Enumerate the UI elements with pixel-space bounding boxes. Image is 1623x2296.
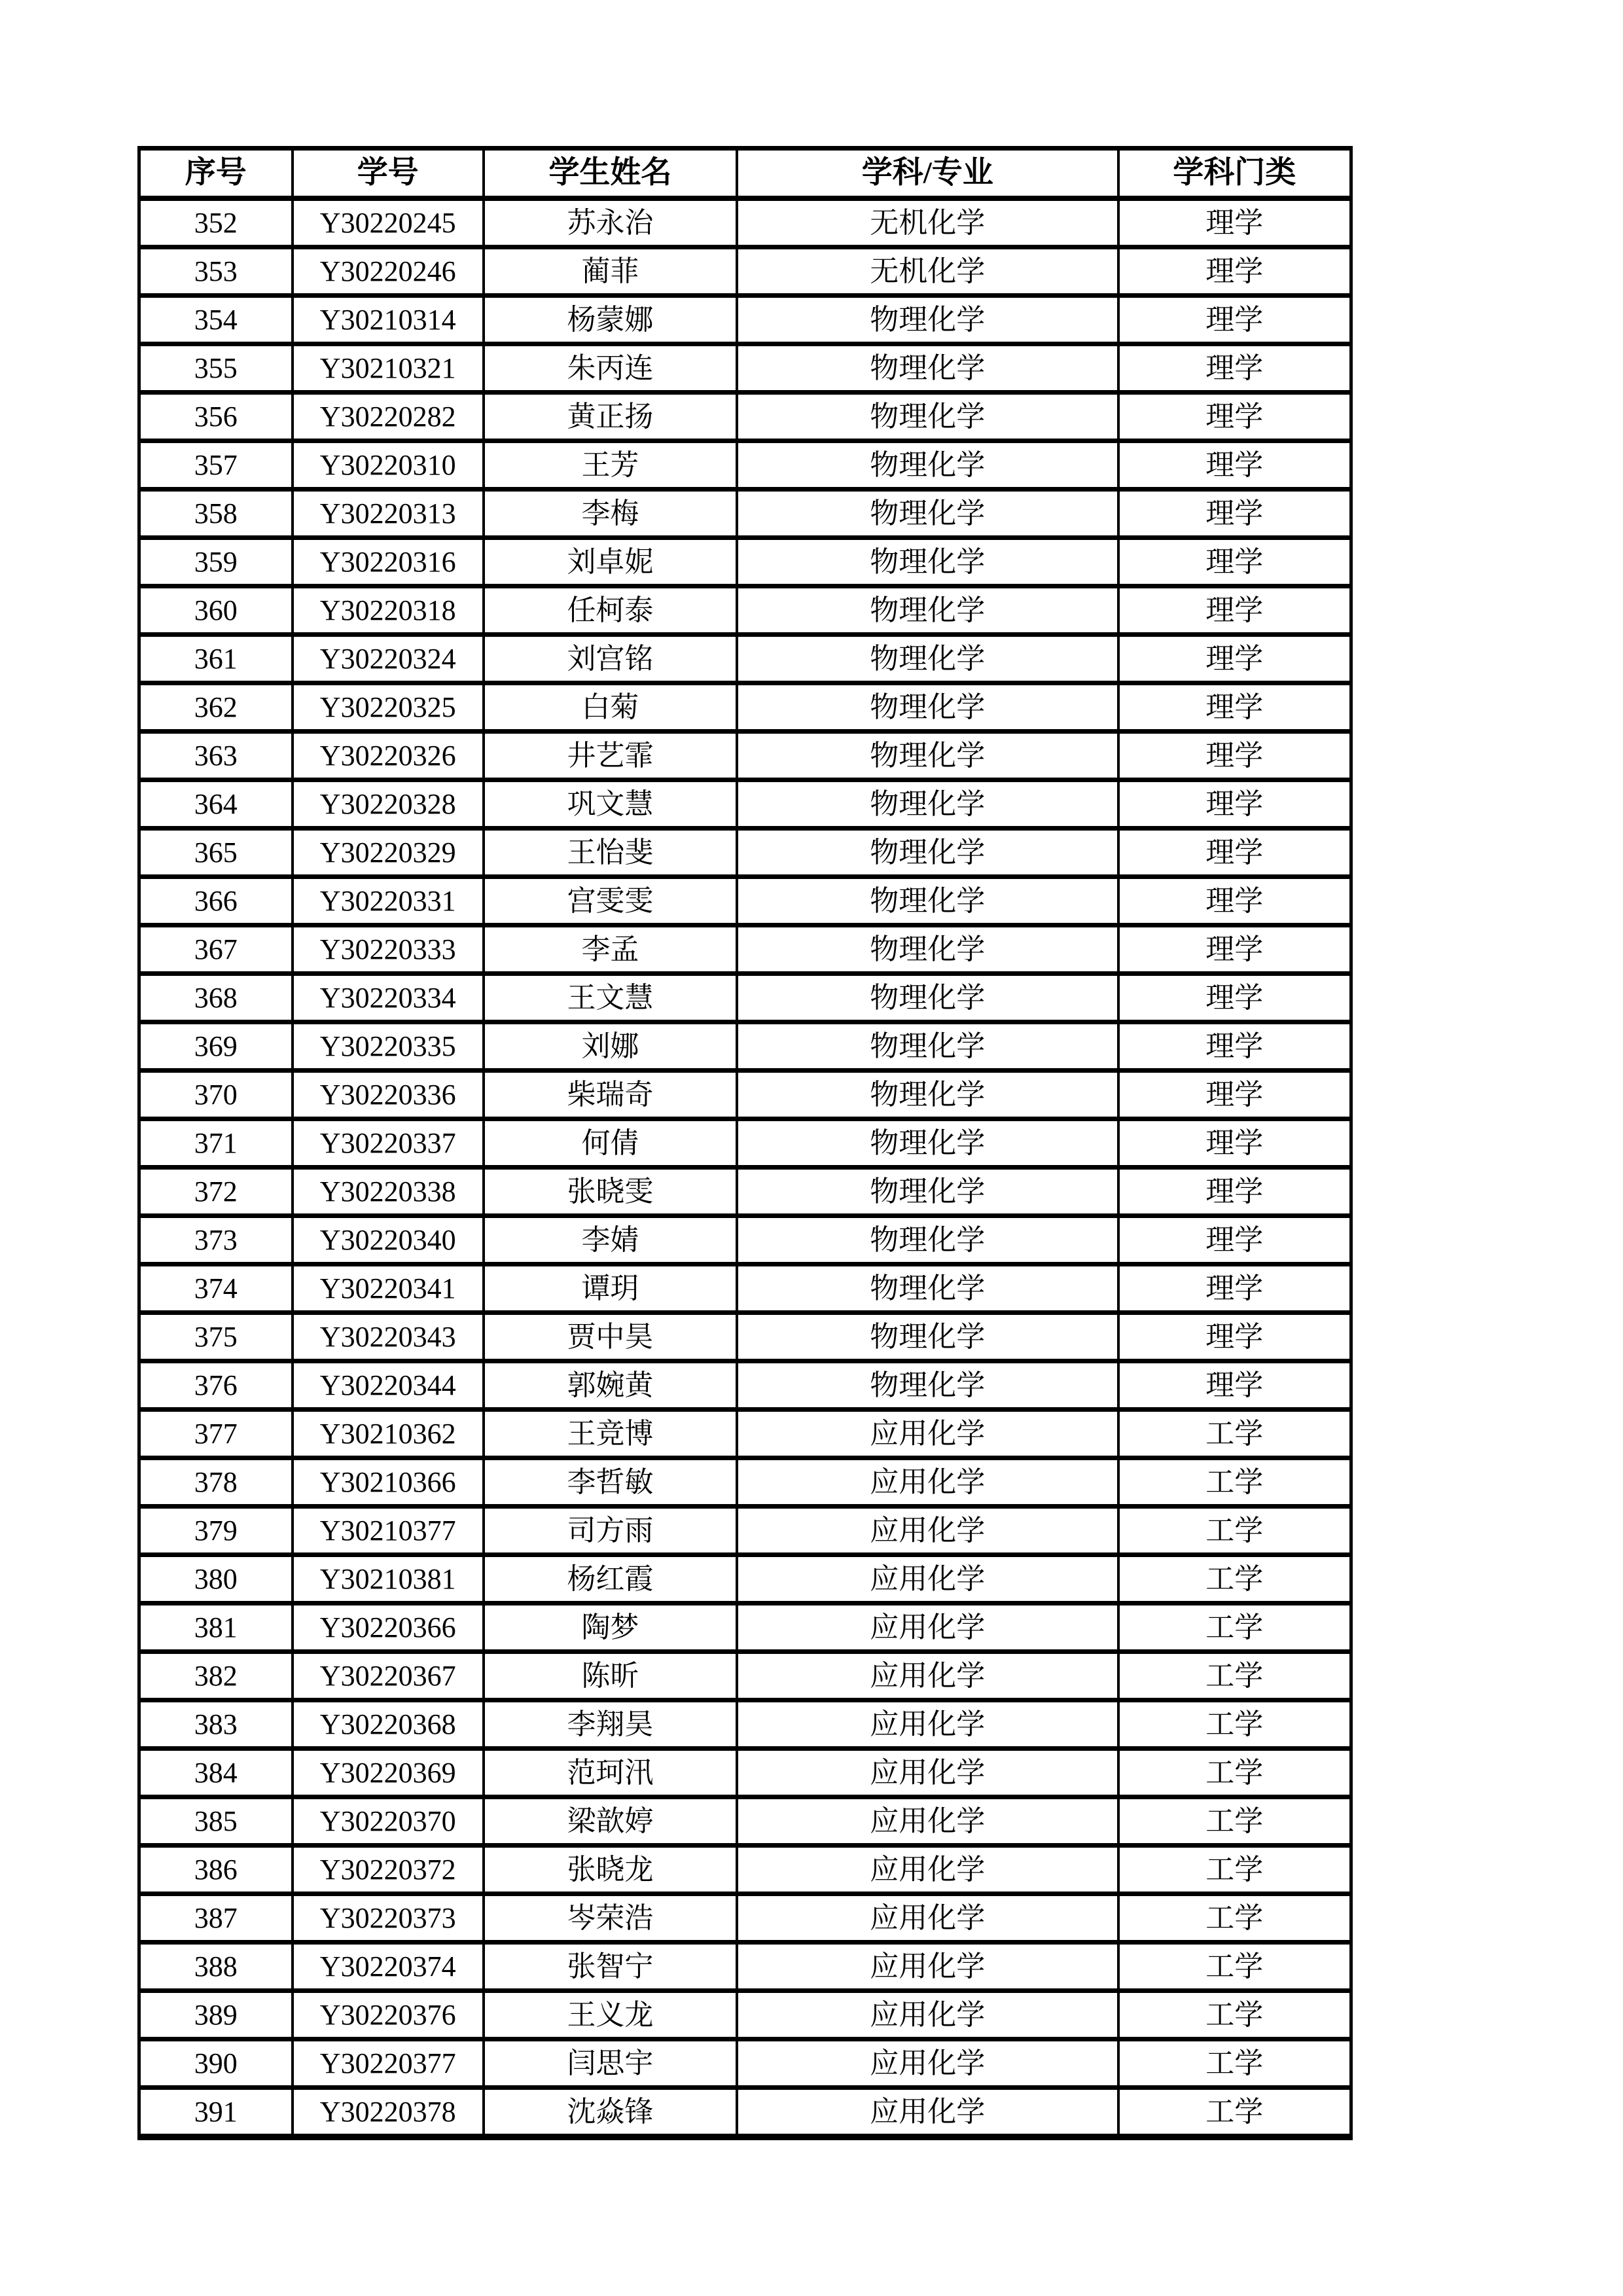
cell-student-id: Y30210377 <box>293 1507 484 1555</box>
cell-name: 张智宁 <box>484 1943 737 1991</box>
cell-major: 物理化学 <box>737 1168 1118 1216</box>
table-row <box>139 1168 1351 1216</box>
cell-student-id: Y30220318 <box>293 586 484 635</box>
cell-student-id: Y30220370 <box>293 1797 484 1846</box>
cell-index: 360 <box>139 586 293 635</box>
cell-student-id: Y30220316 <box>293 538 484 586</box>
cell-category: 理学 <box>1118 393 1351 441</box>
table-row <box>139 538 1351 586</box>
table-row <box>139 2088 1351 2138</box>
table-row <box>139 296 1351 344</box>
table-row <box>139 441 1351 490</box>
cell-index: 387 <box>139 1894 293 1943</box>
cell-major: 物理化学 <box>737 1216 1118 1265</box>
cell-index: 377 <box>139 1410 293 1458</box>
table-row <box>139 344 1351 393</box>
cell-name: 朱丙连 <box>484 344 737 393</box>
cell-category: 工学 <box>1118 1943 1351 1991</box>
cell-major: 应用化学 <box>737 2088 1118 2138</box>
cell-major: 应用化学 <box>737 1652 1118 1700</box>
cell-category: 理学 <box>1118 441 1351 490</box>
table-row <box>139 1313 1351 1361</box>
cell-major: 物理化学 <box>737 393 1118 441</box>
cell-category: 理学 <box>1118 490 1351 538</box>
cell-category: 理学 <box>1118 732 1351 780</box>
table-row <box>139 780 1351 829</box>
cell-name: 王竞博 <box>484 1410 737 1458</box>
cell-student-id: Y30220343 <box>293 1313 484 1361</box>
table-row <box>139 829 1351 877</box>
cell-student-id: Y30220336 <box>293 1071 484 1119</box>
cell-category: 理学 <box>1118 1313 1351 1361</box>
table-row <box>139 683 1351 732</box>
cell-index: 363 <box>139 732 293 780</box>
table-row <box>139 1797 1351 1846</box>
cell-index: 385 <box>139 1797 293 1846</box>
cell-major: 应用化学 <box>737 1410 1118 1458</box>
cell-category: 理学 <box>1118 974 1351 1022</box>
cell-student-id: Y30220341 <box>293 1265 484 1313</box>
cell-index: 354 <box>139 296 293 344</box>
cell-index: 383 <box>139 1700 293 1749</box>
cell-category: 工学 <box>1118 1604 1351 1652</box>
cell-name: 蔺菲 <box>484 247 737 296</box>
cell-category: 工学 <box>1118 1797 1351 1846</box>
table-row <box>139 1265 1351 1313</box>
cell-index: 358 <box>139 490 293 538</box>
student-table <box>137 146 1353 2140</box>
cell-major: 应用化学 <box>737 2039 1118 2088</box>
cell-student-id: Y30210321 <box>293 344 484 393</box>
cell-category: 理学 <box>1118 1168 1351 1216</box>
cell-index: 365 <box>139 829 293 877</box>
cell-student-id: Y30220333 <box>293 925 484 974</box>
cell-name: 沈焱锋 <box>484 2088 737 2138</box>
cell-category: 理学 <box>1118 1071 1351 1119</box>
cell-student-id: Y30220313 <box>293 490 484 538</box>
table-row <box>139 1604 1351 1652</box>
cell-index: 371 <box>139 1119 293 1168</box>
header-cell-name: 学生姓名 <box>484 149 737 199</box>
cell-name: 刘卓妮 <box>484 538 737 586</box>
table-row <box>139 1119 1351 1168</box>
cell-name: 刘宫铭 <box>484 635 737 683</box>
cell-index: 381 <box>139 1604 293 1652</box>
cell-major: 物理化学 <box>737 780 1118 829</box>
cell-major: 应用化学 <box>737 1604 1118 1652</box>
cell-student-id: Y30220368 <box>293 1700 484 1749</box>
cell-student-id: Y30210314 <box>293 296 484 344</box>
cell-major: 物理化学 <box>737 974 1118 1022</box>
cell-index: 382 <box>139 1652 293 1700</box>
cell-major: 应用化学 <box>737 1894 1118 1943</box>
table-row <box>139 1700 1351 1749</box>
cell-index: 362 <box>139 683 293 732</box>
table-row <box>139 1458 1351 1507</box>
cell-student-id: Y30220328 <box>293 780 484 829</box>
header-cell-category: 学科门类 <box>1118 149 1351 199</box>
table-row <box>139 877 1351 925</box>
cell-major: 物理化学 <box>737 1313 1118 1361</box>
cell-category: 工学 <box>1118 1410 1351 1458</box>
cell-major: 应用化学 <box>737 1943 1118 1991</box>
cell-student-id: Y30220310 <box>293 441 484 490</box>
cell-category: 工学 <box>1118 1458 1351 1507</box>
cell-student-id: Y30220335 <box>293 1022 484 1071</box>
cell-major: 应用化学 <box>737 1458 1118 1507</box>
cell-category: 工学 <box>1118 1749 1351 1797</box>
cell-name: 陈昕 <box>484 1652 737 1700</box>
cell-major: 物理化学 <box>737 925 1118 974</box>
table-row <box>139 586 1351 635</box>
cell-name: 杨红霞 <box>484 1555 737 1604</box>
cell-student-id: Y30220324 <box>293 635 484 683</box>
cell-category: 工学 <box>1118 2088 1351 2138</box>
cell-index: 372 <box>139 1168 293 1216</box>
cell-student-id: Y30220378 <box>293 2088 484 2138</box>
cell-student-id: Y30210366 <box>293 1458 484 1507</box>
cell-index: 386 <box>139 1846 293 1894</box>
cell-major: 物理化学 <box>737 683 1118 732</box>
cell-major: 应用化学 <box>737 1555 1118 1604</box>
cell-name: 白菊 <box>484 683 737 732</box>
table-row <box>139 1846 1351 1894</box>
table-row <box>139 1991 1351 2039</box>
cell-major: 物理化学 <box>737 1265 1118 1313</box>
cell-major: 应用化学 <box>737 1991 1118 2039</box>
cell-student-id: Y30220246 <box>293 247 484 296</box>
cell-student-id: Y30210362 <box>293 1410 484 1458</box>
cell-major: 物理化学 <box>737 1071 1118 1119</box>
cell-name: 闫思宇 <box>484 2039 737 2088</box>
cell-name: 张晓龙 <box>484 1846 737 1894</box>
table-row <box>139 247 1351 296</box>
cell-index: 361 <box>139 635 293 683</box>
cell-name: 贾中昊 <box>484 1313 737 1361</box>
table-row <box>139 1652 1351 1700</box>
cell-student-id: Y30220367 <box>293 1652 484 1700</box>
table-row <box>139 732 1351 780</box>
cell-category: 理学 <box>1118 683 1351 732</box>
cell-index: 368 <box>139 974 293 1022</box>
cell-category: 理学 <box>1118 1022 1351 1071</box>
cell-index: 359 <box>139 538 293 586</box>
table-row <box>139 490 1351 538</box>
cell-category: 理学 <box>1118 1216 1351 1265</box>
cell-name: 李哲敏 <box>484 1458 737 1507</box>
cell-name: 刘娜 <box>484 1022 737 1071</box>
table-row <box>139 1361 1351 1410</box>
cell-index: 357 <box>139 441 293 490</box>
cell-student-id: Y30220245 <box>293 198 484 247</box>
cell-student-id: Y30220340 <box>293 1216 484 1265</box>
table-row <box>139 1555 1351 1604</box>
cell-student-id: Y30220337 <box>293 1119 484 1168</box>
cell-name: 陶梦 <box>484 1604 737 1652</box>
cell-category: 理学 <box>1118 538 1351 586</box>
cell-category: 理学 <box>1118 1361 1351 1410</box>
table-row <box>139 1022 1351 1071</box>
cell-major: 应用化学 <box>737 1846 1118 1894</box>
cell-student-id: Y30220373 <box>293 1894 484 1943</box>
table-row <box>139 1894 1351 1943</box>
cell-category: 理学 <box>1118 1119 1351 1168</box>
cell-index: 373 <box>139 1216 293 1265</box>
table-row <box>139 393 1351 441</box>
table-row <box>139 974 1351 1022</box>
cell-major: 物理化学 <box>737 732 1118 780</box>
cell-student-id: Y30220374 <box>293 1943 484 1991</box>
cell-index: 374 <box>139 1265 293 1313</box>
cell-name: 巩文慧 <box>484 780 737 829</box>
cell-index: 375 <box>139 1313 293 1361</box>
student-table-body <box>139 198 1351 2137</box>
cell-index: 389 <box>139 1991 293 2039</box>
cell-name: 何倩 <box>484 1119 737 1168</box>
cell-index: 356 <box>139 393 293 441</box>
cell-major: 物理化学 <box>737 296 1118 344</box>
cell-name: 梁歆婷 <box>484 1797 737 1846</box>
cell-student-id: Y30220329 <box>293 829 484 877</box>
table-row <box>139 198 1351 247</box>
cell-category: 工学 <box>1118 1507 1351 1555</box>
cell-category: 工学 <box>1118 1700 1351 1749</box>
cell-major: 物理化学 <box>737 635 1118 683</box>
table-row <box>139 635 1351 683</box>
cell-index: 390 <box>139 2039 293 2088</box>
cell-index: 384 <box>139 1749 293 1797</box>
cell-name: 司方雨 <box>484 1507 737 1555</box>
table-row <box>139 925 1351 974</box>
cell-category: 工学 <box>1118 2039 1351 2088</box>
cell-name: 杨蒙娜 <box>484 296 737 344</box>
cell-student-id: Y30220366 <box>293 1604 484 1652</box>
cell-name: 宫雯雯 <box>484 877 737 925</box>
cell-index: 370 <box>139 1071 293 1119</box>
cell-category: 工学 <box>1118 1991 1351 2039</box>
header-cell-major: 学科/专业 <box>737 149 1118 199</box>
cell-category: 理学 <box>1118 780 1351 829</box>
cell-index: 355 <box>139 344 293 393</box>
cell-major: 物理化学 <box>737 877 1118 925</box>
cell-name: 柴瑞奇 <box>484 1071 737 1119</box>
cell-major: 物理化学 <box>737 538 1118 586</box>
cell-name: 郭婉黄 <box>484 1361 737 1410</box>
cell-student-id: Y30210381 <box>293 1555 484 1604</box>
cell-category: 理学 <box>1118 877 1351 925</box>
header-cell-student-id: 学号 <box>293 149 484 199</box>
cell-index: 379 <box>139 1507 293 1555</box>
cell-major: 应用化学 <box>737 1749 1118 1797</box>
cell-name: 谭玥 <box>484 1265 737 1313</box>
cell-index: 380 <box>139 1555 293 1604</box>
cell-index: 367 <box>139 925 293 974</box>
cell-index: 369 <box>139 1022 293 1071</box>
table-header-row <box>139 149 1351 199</box>
cell-name: 李翔昊 <box>484 1700 737 1749</box>
cell-category: 理学 <box>1118 829 1351 877</box>
cell-student-id: Y30220338 <box>293 1168 484 1216</box>
cell-category: 理学 <box>1118 296 1351 344</box>
cell-major: 物理化学 <box>737 1022 1118 1071</box>
cell-category: 工学 <box>1118 1894 1351 1943</box>
cell-category: 理学 <box>1118 1265 1351 1313</box>
cell-name: 张晓雯 <box>484 1168 737 1216</box>
cell-category: 工学 <box>1118 1846 1351 1894</box>
cell-index: 353 <box>139 247 293 296</box>
table-row <box>139 1507 1351 1555</box>
cell-category: 理学 <box>1118 344 1351 393</box>
cell-name: 黄正扬 <box>484 393 737 441</box>
header-cell-index: 序号 <box>139 149 293 199</box>
cell-category: 工学 <box>1118 1652 1351 1700</box>
cell-major: 物理化学 <box>737 1119 1118 1168</box>
cell-category: 理学 <box>1118 247 1351 296</box>
cell-index: 376 <box>139 1361 293 1410</box>
table-row <box>139 1943 1351 1991</box>
cell-major: 应用化学 <box>737 1507 1118 1555</box>
cell-name: 王义龙 <box>484 1991 737 2039</box>
cell-major: 应用化学 <box>737 1797 1118 1846</box>
cell-name: 王芳 <box>484 441 737 490</box>
cell-name: 王怡斐 <box>484 829 737 877</box>
cell-major: 物理化学 <box>737 1361 1118 1410</box>
table-row <box>139 1749 1351 1797</box>
cell-name: 李婧 <box>484 1216 737 1265</box>
cell-category: 理学 <box>1118 635 1351 683</box>
cell-name: 李孟 <box>484 925 737 974</box>
cell-student-id: Y30220334 <box>293 974 484 1022</box>
cell-index: 352 <box>139 198 293 247</box>
cell-name: 王文慧 <box>484 974 737 1022</box>
table-row <box>139 1216 1351 1265</box>
cell-index: 364 <box>139 780 293 829</box>
cell-student-id: Y30220344 <box>293 1361 484 1410</box>
cell-name: 苏永治 <box>484 198 737 247</box>
cell-major: 物理化学 <box>737 829 1118 877</box>
cell-index: 366 <box>139 877 293 925</box>
cell-major: 无机化学 <box>737 247 1118 296</box>
cell-name: 井艺霏 <box>484 732 737 780</box>
cell-major: 物理化学 <box>737 490 1118 538</box>
table-row <box>139 2039 1351 2088</box>
cell-student-id: Y30220325 <box>293 683 484 732</box>
cell-student-id: Y30220331 <box>293 877 484 925</box>
table-row <box>139 1071 1351 1119</box>
cell-index: 391 <box>139 2088 293 2138</box>
cell-major: 应用化学 <box>737 1700 1118 1749</box>
cell-category: 理学 <box>1118 925 1351 974</box>
cell-student-id: Y30220282 <box>293 393 484 441</box>
cell-student-id: Y30220377 <box>293 2039 484 2088</box>
cell-student-id: Y30220376 <box>293 1991 484 2039</box>
cell-major: 物理化学 <box>737 441 1118 490</box>
cell-name: 任柯泰 <box>484 586 737 635</box>
cell-index: 378 <box>139 1458 293 1507</box>
cell-index: 388 <box>139 1943 293 1991</box>
cell-major: 无机化学 <box>737 198 1118 247</box>
cell-name: 李梅 <box>484 490 737 538</box>
cell-category: 理学 <box>1118 198 1351 247</box>
cell-name: 范珂汛 <box>484 1749 737 1797</box>
cell-student-id: Y30220369 <box>293 1749 484 1797</box>
cell-student-id: Y30220326 <box>293 732 484 780</box>
cell-major: 物理化学 <box>737 586 1118 635</box>
cell-name: 岑荣浩 <box>484 1894 737 1943</box>
cell-student-id: Y30220372 <box>293 1846 484 1894</box>
table-row <box>139 1410 1351 1458</box>
cell-category: 工学 <box>1118 1555 1351 1604</box>
cell-major: 物理化学 <box>737 344 1118 393</box>
cell-category: 理学 <box>1118 586 1351 635</box>
